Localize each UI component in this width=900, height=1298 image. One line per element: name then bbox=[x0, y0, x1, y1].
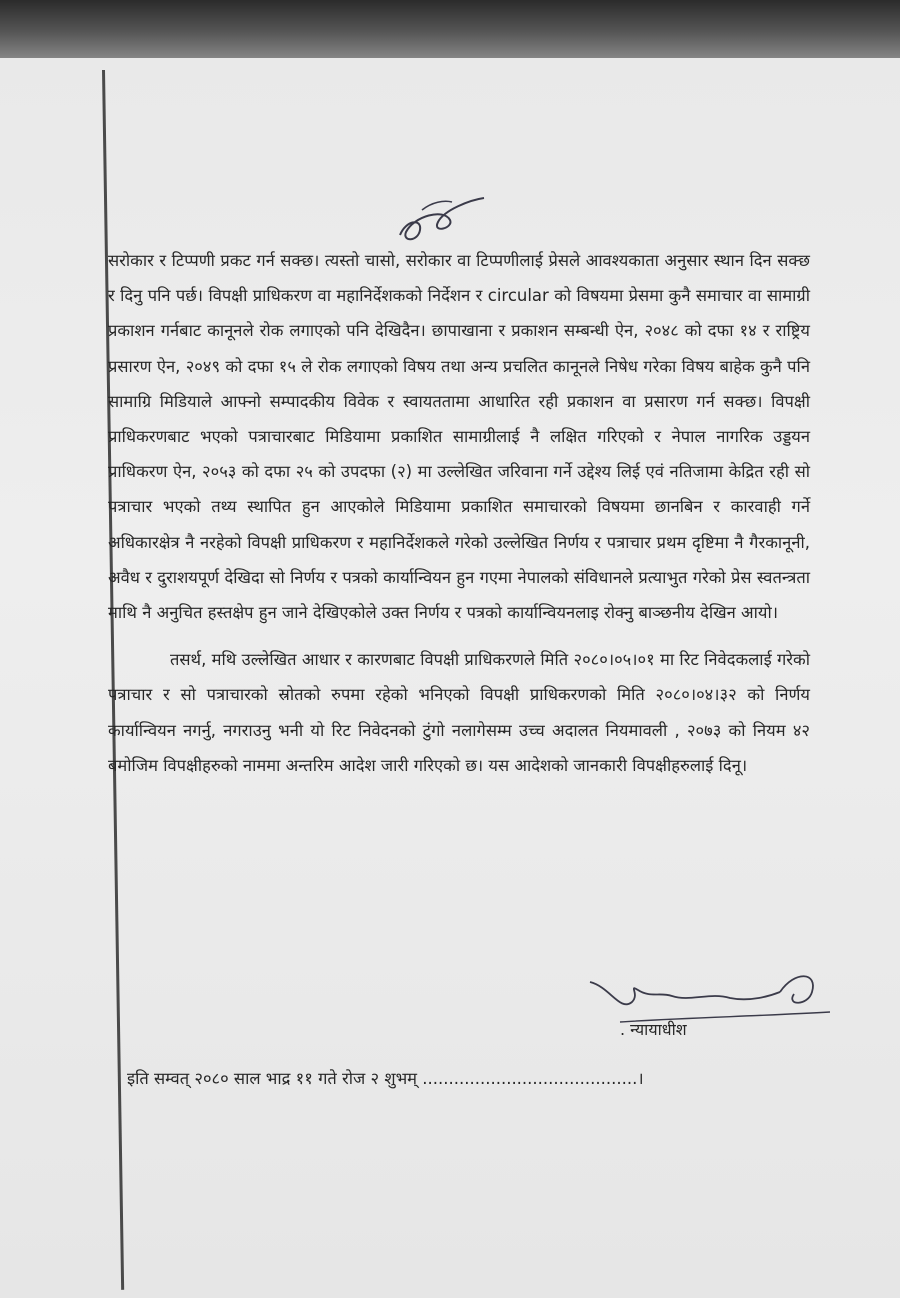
order-paragraph-2: तसर्थ, मथि उल्लेखित आधार र कारणबाट विपक्षी प्राधिकरणले मिति २०८०।०५।०१ मा रिट निवेदकलाई गरेको पत्राचार र सो पत्राचारको स्रोतको रुपमा रहेको भनिएको विपक्षी प्राधिकरणको मिति २०८०।०४।३२ को निर्णय कार्यान्वियन नगर्नु, नगराउनु भनी यो रिट निवेदनको टुंगो नलागेसम्म उच्च अदालत नियमावली , २०७३ को नियम ४२ बमोजिम विपक्षीहरुको नाममा अन्तरिम आदेश जारी गरिएको छ। यस आदेशको जानकारी विपक्षीहरुलाई दिनू। bbox=[108, 650, 810, 775]
order-body bbox=[108, 243, 810, 783]
judge-label: . न्यायाधीश bbox=[620, 1020, 687, 1039]
judge-signature bbox=[580, 962, 840, 1032]
closing-line: इति सम्वत् २०८० साल भाद्र ११ गते रोज २ शुभम् .........................................। bbox=[127, 1069, 644, 1088]
order-paragraph-1: सरोकार र टिप्पणी प्रकट गर्न सक्छ। त्यस्तो चासो, सरोकार वा टिप्पणीलाई प्रेसले आवश्यकाता अनुसार स्थान दिन सक्छ र दिनु पनि पर्छ। विपक्षी प्राधिकरण वा महानिर्देशकको निर्देशन र circular को विषयमा प्रेसमा कुनै समाचार वा सामाग्री प्रकाशन गर्नबाट कानूनले रोक लगाएको पनि देखिदैन। छापाखाना र प्रकाशन सम्बन्धी ऐन, २०४८ को दफा १४ र राष्ट्रिय प्रसारण ऐन, २०४९ को दफा १५ ले रोक लगाएको विषय तथा अन्य प्रचलित कानूनले निषेध गरेका विषय बाहेक कुनै पनि सामाग्रि मिडियाले आफ्नो सम्पादकीय विवेक र स्वायततामा आधारित रही प्रकाशन वा प्रसारण गर्न सक्छ। विपक्षी प्राधिकरणबाट भएको पत्राचारबाट मिडियामा प्रकाशित सामाग्रीलाई नै लक्षित गरिएको र नेपाल नागरिक उड्डयन प्राधिकरण ऐन, २०५३ को दफा २५ को उपदफा (२) मा उल्लेखित जरिवाना गर्ने उद्देश्य लिई एवं नतिजामा केद्रित रही सो पत्राचार भएको तथ्य स्थापित हुन आएकोले मिडियामा प्रकाशित समाचारको विषयमा छानबिन र कारवाही गर्ने अधिकारक्षेत्र नै नरहेको विपक्षी प्राधिकरण र महानिर्देशकले गरेको उल्लेखित निर्णय र पत्राचार प्रथम दृष्टिमा नै गैरकानूनी, अवैध र दुराशयपूर्ण देखिदा सो निर्णय र पत्रको कार्यान्वियन हुन गएमा नेपालको संविधानले प्रत्याभुत गरेको प्रेस स्वतन्त्रता माथि नै अनुचित हस्तक्षेप हुन जाने देखिएकोले उक्त निर्णय र पत्रको कार्यान्वियनलाइ रोक्नु बाञ्छनीय देखिन आयो। bbox=[108, 251, 810, 623]
